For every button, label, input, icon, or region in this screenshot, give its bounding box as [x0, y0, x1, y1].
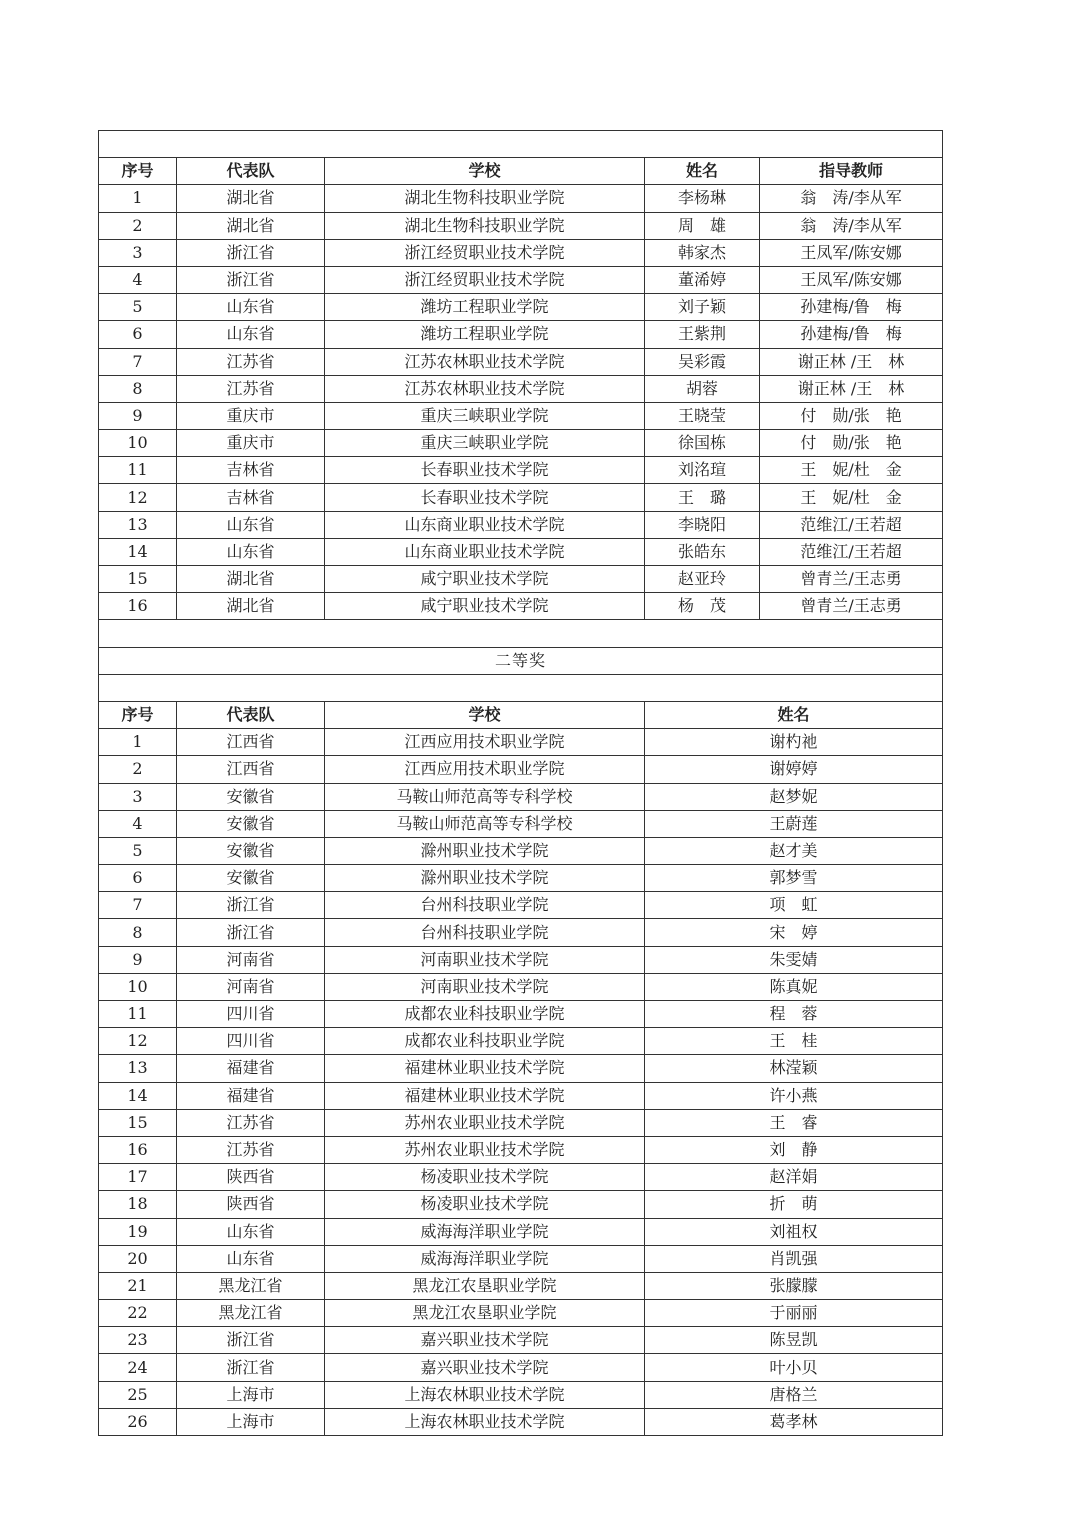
cell-name: 朱雯婧 — [645, 946, 943, 973]
table-row — [99, 892, 943, 919]
cell-school: 马鞍山师范高等专科学校 — [325, 783, 645, 810]
cell-name: 陈真妮 — [645, 973, 943, 1000]
cell-advisor: 孙建梅/鲁 梅 — [760, 321, 943, 348]
header-name: 姓名 — [645, 701, 943, 728]
cell-index: 10 — [99, 973, 177, 1000]
cell-team: 陕西省 — [177, 1191, 325, 1218]
table-row — [99, 348, 943, 375]
cell-team: 黑龙江省 — [177, 1272, 325, 1299]
cell-school: 江西应用技术职业学院 — [325, 729, 645, 756]
cell-team: 山东省 — [177, 321, 325, 348]
cell-advisor: 范维江/王若超 — [760, 511, 943, 538]
header-advisor: 指导教师 — [760, 158, 943, 185]
cell-index: 21 — [99, 1272, 177, 1299]
cell-advisor: 翁 涛/李从军 — [760, 212, 943, 239]
table-row — [99, 185, 943, 212]
cell-school: 滁州职业技术学院 — [325, 837, 645, 864]
cell-team: 山东省 — [177, 538, 325, 565]
table-row — [99, 1191, 943, 1218]
cell-team: 湖北省 — [177, 566, 325, 593]
cell-team: 江西省 — [177, 729, 325, 756]
cell-index: 15 — [99, 566, 177, 593]
cell-advisor: 孙建梅/鲁 梅 — [760, 294, 943, 321]
cell-school: 福建林业职业技术学院 — [325, 1082, 645, 1109]
cell-team: 重庆市 — [177, 402, 325, 429]
cell-index: 6 — [99, 321, 177, 348]
cell-school: 上海农林职业技术学院 — [325, 1408, 645, 1435]
cell-team: 福建省 — [177, 1082, 325, 1109]
cell-team: 浙江省 — [177, 239, 325, 266]
cell-index: 18 — [99, 1191, 177, 1218]
table-row — [99, 1218, 943, 1245]
cell-advisor: 付 勋/张 艳 — [760, 430, 943, 457]
cell-index: 8 — [99, 919, 177, 946]
cell-school: 威海海洋职业学院 — [325, 1218, 645, 1245]
table-row — [99, 946, 943, 973]
cell-name: 刘子颖 — [645, 294, 760, 321]
award-table — [98, 130, 943, 1436]
cell-school: 威海海洋职业学院 — [325, 1245, 645, 1272]
cell-index: 17 — [99, 1164, 177, 1191]
cell-school: 江苏农林职业技术学院 — [325, 348, 645, 375]
cell-index: 7 — [99, 892, 177, 919]
section-title-row — [99, 647, 943, 674]
cell-index: 1 — [99, 729, 177, 756]
cell-name: 许小燕 — [645, 1082, 943, 1109]
cell-name: 董浠婷 — [645, 266, 760, 293]
cell-team: 安徽省 — [177, 810, 325, 837]
cell-school: 成都农业科技职业学院 — [325, 1028, 645, 1055]
table-row — [99, 1055, 943, 1082]
cell-team: 安徽省 — [177, 783, 325, 810]
cell-name: 王晓莹 — [645, 402, 760, 429]
cell-team: 上海市 — [177, 1381, 325, 1408]
cell-name: 谢婷婷 — [645, 756, 943, 783]
cell-advisor: 谢正林 /王 林 — [760, 375, 943, 402]
cell-index: 16 — [99, 593, 177, 620]
table-row — [99, 729, 943, 756]
cell-index: 12 — [99, 1028, 177, 1055]
cell-school: 浙江经贸职业技术学院 — [325, 239, 645, 266]
table-row — [99, 783, 943, 810]
cell-school: 咸宁职业技术学院 — [325, 566, 645, 593]
cell-advisor: 王 妮/杜 金 — [760, 457, 943, 484]
table-row — [99, 973, 943, 1000]
table-row — [99, 484, 943, 511]
cell-school: 马鞍山师范高等专科学校 — [325, 810, 645, 837]
cell-index: 8 — [99, 375, 177, 402]
table-row — [99, 1245, 943, 1272]
second-header-row — [99, 701, 943, 728]
table-row — [99, 212, 943, 239]
cell-name: 肖凯强 — [645, 1245, 943, 1272]
cell-index: 11 — [99, 457, 177, 484]
cell-team: 重庆市 — [177, 430, 325, 457]
table-row — [99, 266, 943, 293]
cell-team: 上海市 — [177, 1408, 325, 1435]
table-row — [99, 1082, 943, 1109]
table-row — [99, 402, 943, 429]
cell-school: 嘉兴职业技术学院 — [325, 1354, 645, 1381]
cell-name: 李晓阳 — [645, 511, 760, 538]
header-team: 代表队 — [177, 701, 325, 728]
header-team: 代表队 — [177, 158, 325, 185]
cell-index: 7 — [99, 348, 177, 375]
section-title: 二等奖 — [99, 647, 943, 674]
table-row — [99, 919, 943, 946]
cell-name: 杨 茂 — [645, 593, 760, 620]
cell-school: 嘉兴职业技术学院 — [325, 1327, 645, 1354]
cell-team: 浙江省 — [177, 266, 325, 293]
blank-row — [99, 620, 943, 647]
cell-name: 谢杓祂 — [645, 729, 943, 756]
cell-index: 19 — [99, 1218, 177, 1245]
cell-name: 韩家杰 — [645, 239, 760, 266]
cell-index: 2 — [99, 756, 177, 783]
cell-school: 台州科技职业学院 — [325, 892, 645, 919]
table-row — [99, 1327, 943, 1354]
cell-index: 20 — [99, 1245, 177, 1272]
cell-index: 24 — [99, 1354, 177, 1381]
cell-name: 赵才美 — [645, 837, 943, 864]
cell-advisor: 王凤军/陈安娜 — [760, 266, 943, 293]
table-row — [99, 239, 943, 266]
cell-name: 李杨琳 — [645, 185, 760, 212]
cell-name: 陈昱凯 — [645, 1327, 943, 1354]
cell-index: 6 — [99, 865, 177, 892]
cell-name: 胡蓉 — [645, 375, 760, 402]
cell-school: 台州科技职业学院 — [325, 919, 645, 946]
cell-school: 上海农林职业技术学院 — [325, 1381, 645, 1408]
cell-team: 吉林省 — [177, 457, 325, 484]
cell-index: 4 — [99, 810, 177, 837]
cell-team: 浙江省 — [177, 892, 325, 919]
cell-team: 安徽省 — [177, 865, 325, 892]
cell-school: 江西应用技术职业学院 — [325, 756, 645, 783]
cell-name: 王紫荆 — [645, 321, 760, 348]
cell-index: 13 — [99, 511, 177, 538]
cell-index: 11 — [99, 1001, 177, 1028]
header-index: 序号 — [99, 701, 177, 728]
cell-school: 黑龙江农垦职业学院 — [325, 1300, 645, 1327]
cell-name: 王 睿 — [645, 1109, 943, 1136]
table-row — [99, 837, 943, 864]
cell-team: 江苏省 — [177, 348, 325, 375]
cell-school: 湖北生物科技职业学院 — [325, 212, 645, 239]
cell-team: 安徽省 — [177, 837, 325, 864]
cell-school: 滁州职业技术学院 — [325, 865, 645, 892]
cell-index: 10 — [99, 430, 177, 457]
table-row — [99, 566, 943, 593]
cell-index: 14 — [99, 1082, 177, 1109]
cell-index: 5 — [99, 294, 177, 321]
table-row — [99, 1381, 943, 1408]
cell-advisor: 范维江/王若超 — [760, 538, 943, 565]
cell-advisor: 王凤军/陈安娜 — [760, 239, 943, 266]
table-row — [99, 1408, 943, 1435]
cell-school: 潍坊工程职业学院 — [325, 321, 645, 348]
cell-advisor: 曾青兰/王志勇 — [760, 593, 943, 620]
cell-advisor: 翁 涛/李从军 — [760, 185, 943, 212]
cell-index: 13 — [99, 1055, 177, 1082]
cell-name: 赵洋娟 — [645, 1164, 943, 1191]
header-school: 学校 — [325, 158, 645, 185]
cell-index: 2 — [99, 212, 177, 239]
cell-index: 3 — [99, 783, 177, 810]
cell-name: 宋 婷 — [645, 919, 943, 946]
cell-team: 黑龙江省 — [177, 1300, 325, 1327]
cell-index: 22 — [99, 1300, 177, 1327]
cell-index: 12 — [99, 484, 177, 511]
cell-school: 山东商业职业技术学院 — [325, 538, 645, 565]
cell-name: 唐格兰 — [645, 1381, 943, 1408]
cell-school: 杨凌职业技术学院 — [325, 1164, 645, 1191]
cell-index: 4 — [99, 266, 177, 293]
cell-name: 叶小贝 — [645, 1354, 943, 1381]
cell-school: 黑龙江农垦职业学院 — [325, 1272, 645, 1299]
cell-school: 长春职业技术学院 — [325, 484, 645, 511]
cell-team: 浙江省 — [177, 919, 325, 946]
table-row — [99, 865, 943, 892]
table-row — [99, 1028, 943, 1055]
cell-index: 5 — [99, 837, 177, 864]
cell-name: 程 蓉 — [645, 1001, 943, 1028]
cell-team: 福建省 — [177, 1055, 325, 1082]
cell-team: 四川省 — [177, 1001, 325, 1028]
table-row — [99, 1136, 943, 1163]
cell-team: 陕西省 — [177, 1164, 325, 1191]
header-name: 姓名 — [645, 158, 760, 185]
cell-name: 项 虹 — [645, 892, 943, 919]
cell-index: 26 — [99, 1408, 177, 1435]
table-row — [99, 457, 943, 484]
cell-school: 重庆三峡职业学院 — [325, 402, 645, 429]
cell-advisor: 付 勋/张 艳 — [760, 402, 943, 429]
first-header-row — [99, 158, 943, 185]
table-row — [99, 1109, 943, 1136]
cell-team: 河南省 — [177, 973, 325, 1000]
cell-name: 林滢颖 — [645, 1055, 943, 1082]
table-row — [99, 593, 943, 620]
blank-row — [99, 131, 943, 158]
table-row — [99, 375, 943, 402]
table-row — [99, 1272, 943, 1299]
cell-name: 郭梦雪 — [645, 865, 943, 892]
cell-index: 1 — [99, 185, 177, 212]
cell-name: 赵梦妮 — [645, 783, 943, 810]
cell-team: 山东省 — [177, 294, 325, 321]
cell-index: 14 — [99, 538, 177, 565]
cell-team: 湖北省 — [177, 185, 325, 212]
cell-name: 张朦朦 — [645, 1272, 943, 1299]
cell-team: 山东省 — [177, 1245, 325, 1272]
cell-school: 苏州农业职业技术学院 — [325, 1109, 645, 1136]
cell-team: 江苏省 — [177, 1136, 325, 1163]
cell-school: 湖北生物科技职业学院 — [325, 185, 645, 212]
table-row — [99, 538, 943, 565]
cell-school: 河南职业技术学院 — [325, 946, 645, 973]
cell-team: 浙江省 — [177, 1354, 325, 1381]
table-row — [99, 430, 943, 457]
cell-team: 河南省 — [177, 946, 325, 973]
cell-name: 周 雄 — [645, 212, 760, 239]
cell-advisor: 曾青兰/王志勇 — [760, 566, 943, 593]
table-row — [99, 1300, 943, 1327]
cell-school: 福建林业职业技术学院 — [325, 1055, 645, 1082]
cell-index: 16 — [99, 1136, 177, 1163]
table-row — [99, 810, 943, 837]
table-row — [99, 1001, 943, 1028]
cell-school: 河南职业技术学院 — [325, 973, 645, 1000]
cell-name: 于丽丽 — [645, 1300, 943, 1327]
table-row — [99, 511, 943, 538]
cell-school: 长春职业技术学院 — [325, 457, 645, 484]
cell-school: 成都农业科技职业学院 — [325, 1001, 645, 1028]
cell-school: 杨凌职业技术学院 — [325, 1191, 645, 1218]
cell-name: 王 璐 — [645, 484, 760, 511]
table-row — [99, 1354, 943, 1381]
cell-name: 王 桂 — [645, 1028, 943, 1055]
cell-name: 刘洺瑄 — [645, 457, 760, 484]
cell-index: 23 — [99, 1327, 177, 1354]
cell-index: 25 — [99, 1381, 177, 1408]
cell-name: 折 萌 — [645, 1191, 943, 1218]
cell-index: 9 — [99, 402, 177, 429]
cell-name: 刘 静 — [645, 1136, 943, 1163]
cell-team: 湖北省 — [177, 212, 325, 239]
table-row — [99, 756, 943, 783]
header-school: 学校 — [325, 701, 645, 728]
cell-school: 江苏农林职业技术学院 — [325, 375, 645, 402]
cell-school: 山东商业职业技术学院 — [325, 511, 645, 538]
cell-school: 潍坊工程职业学院 — [325, 294, 645, 321]
cell-school: 咸宁职业技术学院 — [325, 593, 645, 620]
cell-team: 山东省 — [177, 1218, 325, 1245]
cell-team: 山东省 — [177, 511, 325, 538]
cell-team: 吉林省 — [177, 484, 325, 511]
cell-team: 湖北省 — [177, 593, 325, 620]
cell-team: 浙江省 — [177, 1327, 325, 1354]
cell-school: 浙江经贸职业技术学院 — [325, 266, 645, 293]
cell-name: 葛孝林 — [645, 1408, 943, 1435]
cell-name: 赵亚玲 — [645, 566, 760, 593]
cell-index: 3 — [99, 239, 177, 266]
table-row — [99, 1164, 943, 1191]
cell-school: 苏州农业职业技术学院 — [325, 1136, 645, 1163]
cell-index: 9 — [99, 946, 177, 973]
table-row — [99, 321, 943, 348]
table-row — [99, 294, 943, 321]
header-index: 序号 — [99, 158, 177, 185]
cell-advisor: 王 妮/杜 金 — [760, 484, 943, 511]
cell-name: 徐国栋 — [645, 430, 760, 457]
cell-name: 刘祖权 — [645, 1218, 943, 1245]
cell-team: 四川省 — [177, 1028, 325, 1055]
cell-team: 江苏省 — [177, 1109, 325, 1136]
cell-name: 王蔚莲 — [645, 810, 943, 837]
cell-team: 江苏省 — [177, 375, 325, 402]
cell-team: 江西省 — [177, 756, 325, 783]
blank-row — [99, 674, 943, 701]
cell-name: 吴彩霞 — [645, 348, 760, 375]
cell-school: 重庆三峡职业学院 — [325, 430, 645, 457]
cell-name: 张皓东 — [645, 538, 760, 565]
cell-advisor: 谢正林 /王 林 — [760, 348, 943, 375]
cell-index: 15 — [99, 1109, 177, 1136]
